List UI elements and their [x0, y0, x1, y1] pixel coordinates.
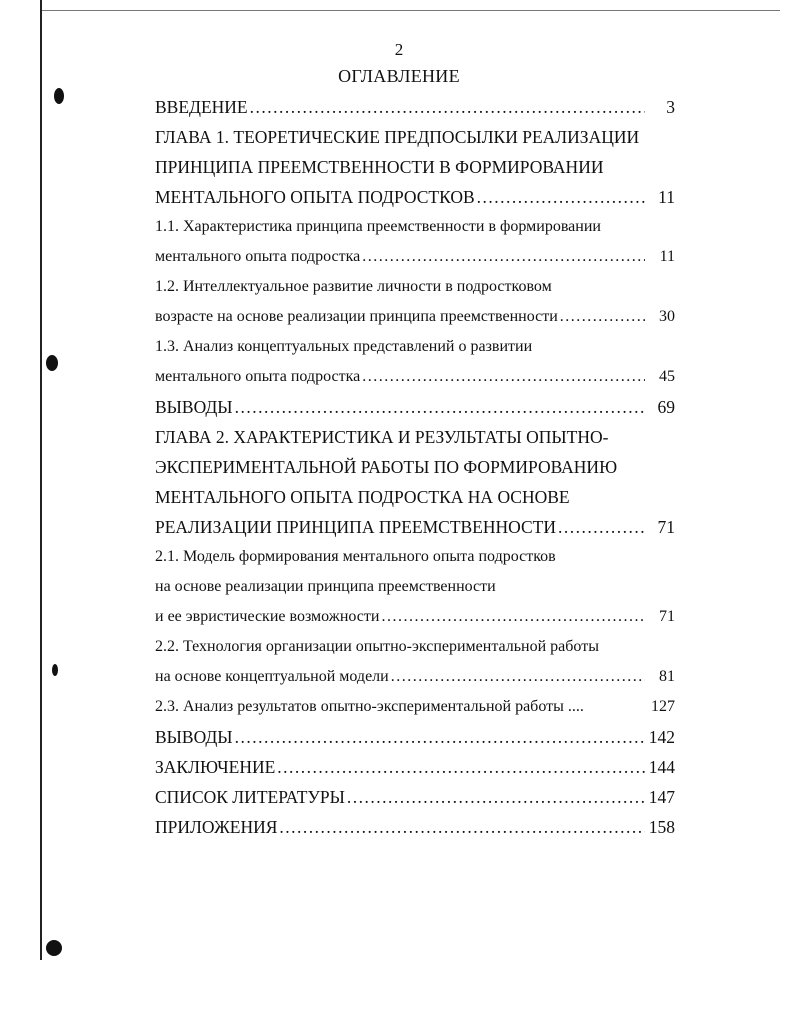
toc-page-number: 71 — [657, 517, 675, 537]
dot-leader — [347, 782, 645, 812]
toc-entry — [155, 782, 675, 812]
toc-entry-text: МЕНТАЛЬНОГО ОПЫТА ПОДРОСТКОВ — [155, 187, 475, 207]
scan-mark-1 — [54, 88, 64, 104]
toc-page-number: 142 — [648, 727, 675, 747]
toc-entry-text: и ее эвристические возможности — [155, 608, 380, 625]
dot-leader — [477, 182, 645, 212]
toc-entry — [155, 272, 675, 332]
toc-line — [155, 242, 675, 272]
toc-line — [155, 482, 675, 512]
toc-page-number: 81 — [659, 668, 675, 685]
toc-entry-text: ГЛАВА 2. ХАРАКТЕРИСТИКА И РЕЗУЛЬТАТЫ ОПЫТНО- — [155, 427, 609, 447]
toc-entry-text: СПИСОК ЛИТЕРАТУРЫ — [155, 787, 345, 807]
toc-entry-text: ПРИЛОЖЕНИЯ — [155, 817, 278, 837]
toc-page-number: 45 — [659, 368, 675, 385]
toc-entry-text: ЗАКЛЮЧЕНИЕ — [155, 757, 276, 777]
toc-line — [155, 392, 675, 422]
toc-entry-text: 2.3. Анализ результатов опытно-экспериментальной работы .... — [155, 698, 584, 715]
toc-line — [155, 362, 675, 392]
toc-entry-text: РЕАЛИЗАЦИИ ПРИНЦИПА ПРЕЕМСТВЕННОСТИ — [155, 517, 556, 537]
toc-line — [155, 302, 675, 332]
dot-leader — [391, 662, 645, 692]
scan-top-edge — [40, 10, 780, 11]
dot-leader — [362, 362, 645, 392]
toc-line — [155, 782, 675, 812]
toc-page-number: 71 — [659, 608, 675, 625]
toc-entry-text: ВЫВОДЫ — [155, 397, 233, 417]
toc-entry — [155, 392, 675, 422]
toc-entry-text: ВВЕДЕНИЕ — [155, 97, 248, 117]
toc-entry — [155, 332, 675, 392]
toc-line — [155, 662, 675, 692]
toc-line — [155, 182, 675, 212]
toc-entry-text: на основе концептуальной модели — [155, 668, 389, 685]
scan-mark-2 — [46, 355, 58, 371]
toc-entry — [155, 422, 675, 542]
toc-page-number: 11 — [659, 248, 675, 265]
toc-entry — [155, 632, 675, 692]
dot-leader — [381, 602, 645, 632]
scan-left-edge — [40, 0, 42, 960]
toc-page-number: 69 — [657, 397, 675, 417]
toc-page-number: 144 — [648, 757, 675, 777]
toc-line — [155, 152, 675, 182]
toc-entry-text: 2.2. Технология организации опытно-экспериментальной работы — [155, 638, 599, 655]
toc-entry-text: на основе реализации принципа преемственности — [155, 578, 496, 595]
toc-entry-text: 1.3. Анализ концептуальных представлений о развитии — [155, 338, 533, 355]
toc-entry-text: ГЛАВА 1. ТЕОРЕТИЧЕСКИЕ ПРЕДПОСЫЛКИ РЕАЛИЗАЦИИ — [155, 127, 640, 147]
toc-entry-text: ПРИНЦИПА ПРЕЕМСТВЕННОСТИ В ФОРМИРОВАНИИ — [155, 157, 604, 177]
toc-line — [155, 602, 675, 632]
toc-entry — [155, 722, 675, 752]
toc-page-number: 127 — [651, 698, 675, 715]
toc-page-number: 3 — [666, 97, 675, 117]
toc-entry-text: МЕНТАЛЬНОГО ОПЫТА ПОДРОСТКА НА ОСНОВЕ — [155, 487, 570, 507]
toc-entry-text: ментального опыта подростка — [155, 248, 361, 265]
dot-leader — [250, 92, 645, 122]
toc-entry-text: 1.1. Характеристика принципа преемственности в формировании — [155, 218, 601, 235]
toc-line — [155, 212, 675, 242]
toc-entry-text: 2.1. Модель формирования ментального опыта подростков — [155, 548, 556, 565]
toc-line — [155, 332, 675, 362]
table-of-contents — [155, 92, 675, 842]
toc-line — [155, 92, 675, 122]
dot-leader — [235, 722, 645, 752]
toc-line — [155, 422, 675, 452]
dot-leader — [362, 242, 645, 272]
toc-line — [155, 722, 675, 752]
toc-entry — [155, 122, 675, 212]
scan-mark-3 — [52, 664, 58, 676]
toc-line — [155, 122, 675, 152]
toc-entry — [155, 692, 675, 722]
toc-page-number: 158 — [648, 817, 675, 837]
toc-page-number: 147 — [648, 787, 675, 807]
dot-leader — [279, 812, 644, 842]
toc-entry — [155, 212, 675, 272]
dot-leader — [560, 302, 645, 332]
toc-line — [155, 572, 675, 602]
toc-line — [155, 542, 675, 572]
toc-line — [155, 752, 675, 782]
dot-leader — [235, 392, 645, 422]
toc-entry-text: возрасте на основе реализации принципа преемственности — [155, 308, 558, 325]
toc-entry-text: ВЫВОДЫ — [155, 727, 233, 747]
toc-line — [155, 692, 675, 722]
toc-entry-text: 1.2. Интеллектуальное развитие личности в подростковом — [155, 278, 552, 295]
scan-mark-4 — [46, 940, 62, 956]
toc-entry — [155, 752, 675, 782]
toc-page-number: 11 — [658, 187, 675, 207]
page-number: 2 — [394, 40, 404, 59]
toc-entry — [155, 542, 675, 632]
toc-line — [155, 272, 675, 302]
toc-entry — [155, 812, 675, 842]
dot-leader — [277, 752, 644, 782]
toc-entry-text: ментального опыта подростка — [155, 368, 361, 385]
toc-title: ОГЛАВЛЕНИЕ — [338, 66, 460, 86]
dot-leader — [558, 512, 645, 542]
toc-entry — [155, 92, 675, 122]
toc-line — [155, 452, 675, 482]
toc-entry-text: ЭКСПЕРИМЕНТАЛЬНОЙ РАБОТЫ ПО ФОРМИРОВАНИЮ — [155, 457, 618, 477]
toc-line — [155, 812, 675, 842]
toc-page-number: 30 — [659, 308, 675, 325]
toc-line — [155, 512, 675, 542]
toc-line — [155, 632, 675, 662]
